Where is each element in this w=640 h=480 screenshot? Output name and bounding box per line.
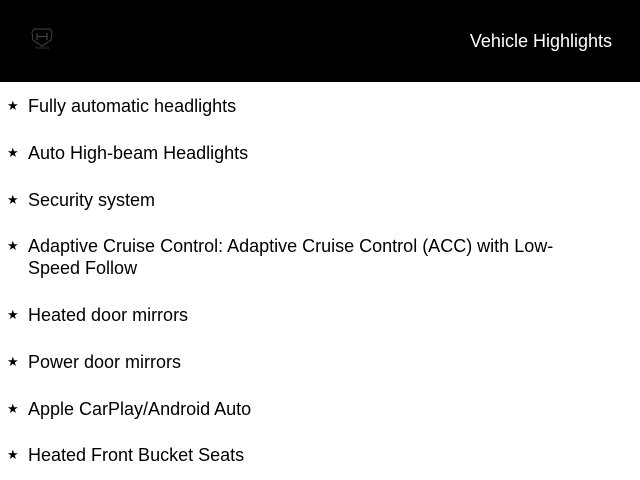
page-title: Vehicle Highlights xyxy=(469,31,612,51)
star-icon: ★ xyxy=(7,98,19,113)
highlight-label: Adaptive Cruise Control: Adaptive Cruise Control (ACC) with Low-Speed Follow xyxy=(28,236,554,278)
highlight-label: Heated door mirrors xyxy=(28,305,189,325)
highlight-label: Heated Front Bucket Seats xyxy=(28,445,245,465)
star-icon: ★ xyxy=(7,307,19,322)
star-icon: ★ xyxy=(7,192,19,207)
star-icon: ★ xyxy=(7,145,19,160)
highlight-label: Security system xyxy=(28,190,156,210)
star-icon: ★ xyxy=(7,447,19,462)
star-icon: ★ xyxy=(7,238,19,253)
highlight-label: Apple CarPlay/Android Auto xyxy=(28,399,252,419)
highlight-label: Auto High-beam Headlights xyxy=(28,143,249,163)
highlight-label: Fully automatic headlights xyxy=(28,96,237,116)
star-icon: ★ xyxy=(7,401,19,416)
star-icon: ★ xyxy=(7,354,19,369)
highlight-label: Power door mirrors xyxy=(28,352,182,372)
svg-text:HONDA: HONDA xyxy=(34,45,50,50)
header-bar xyxy=(0,0,640,82)
honda-logo-icon xyxy=(27,26,57,50)
